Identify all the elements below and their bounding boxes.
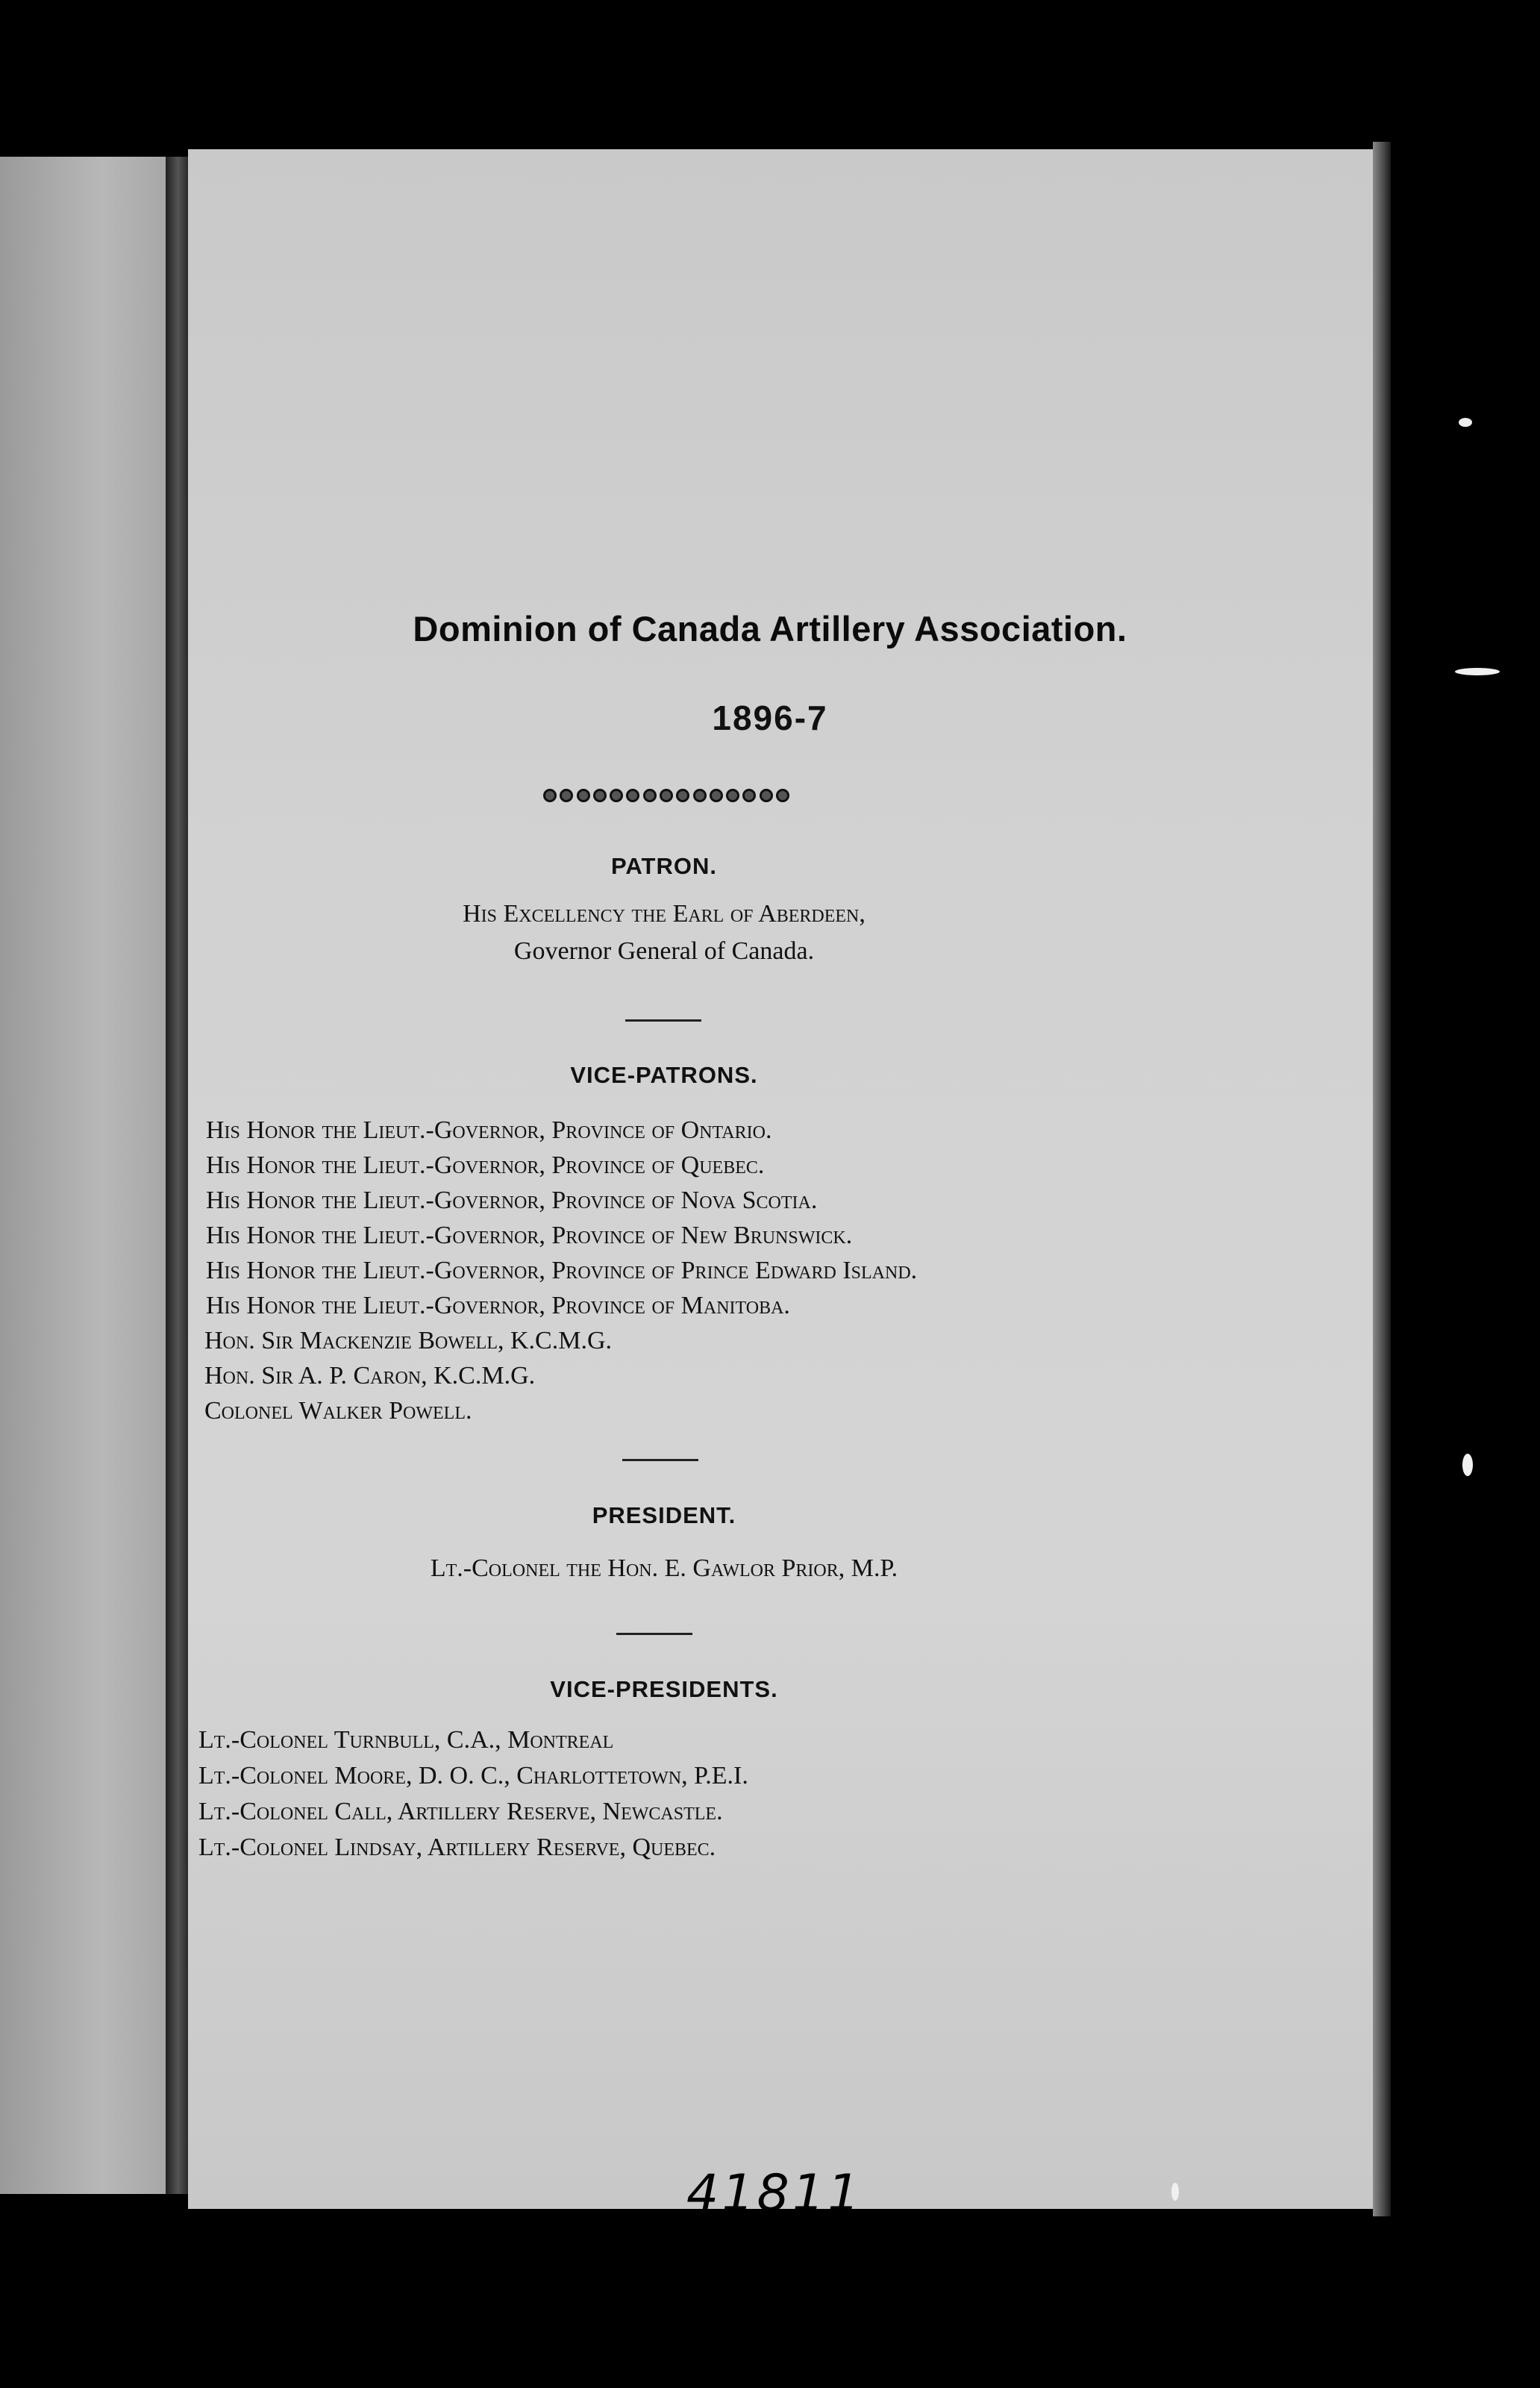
president-heading: PRESIDENT. [592,1502,736,1528]
vice-patron-item: His Honor the Lieut.-Governor, Province of Prince Edward Island. [206,1257,918,1284]
ornament-dot [660,789,673,802]
ornament-dot [643,789,657,802]
vice-patron-item: Hon. Sir A. P. Caron, K.C.M.G. [204,1362,536,1390]
ornament-dot [726,789,739,802]
section-rule [622,1459,698,1461]
document-title: Dominion of Canada Artillery Association. [413,609,1127,648]
president-name: Lt.-Colonel the Hon. E. Gawlor Prior, M.P. [430,1554,898,1582]
vice-president-item: Lt.-Colonel Call, Artillery Reserve, Newcastle. [198,1798,723,1825]
vice-patron-item: His Honor the Lieut.-Governor, Province of Manitoba. [206,1292,790,1319]
scan-speck [1459,418,1472,427]
ornament-dot [693,789,707,802]
handwritten-accession-number: 41811 [686,2164,863,2223]
ornament-dot [593,789,607,802]
vice-president-item: Lt.-Colonel Moore, D. O. C., Charlottetown, P.E.I. [198,1762,748,1790]
vice-presidents-heading: VICE-PRESIDENTS. [550,1676,778,1702]
scan-speck [1462,1454,1473,1476]
ornament-dot [742,789,756,802]
vice-patron-item: His Honor the Lieut.-Governor, Province of New Brunswick. [206,1222,853,1249]
ornament-divider [543,786,789,805]
vice-patron-item: His Honor the Lieut.-Governor, Province of Nova Scotia. [206,1187,818,1214]
ornament-dot [710,789,723,802]
patron-heading: PATRON. [611,853,717,879]
vice-patron-item: His Honor the Lieut.-Governor, Province of Quebec. [206,1151,765,1179]
vice-patron-item: Hon. Sir Mackenzie Bowell, K.C.M.G. [204,1327,612,1354]
vice-patron-item: His Honor the Lieut.-Governor, Province of Ontario. [206,1116,772,1144]
scan-speck [1171,2183,1179,2201]
page-edge-shadow [1373,142,1391,2216]
ornament-dot [577,789,590,802]
section-rule [616,1633,692,1635]
section-rule [625,1019,701,1022]
ornament-dot [760,789,773,802]
ornament-dot [543,789,557,802]
ornament-dot [676,789,689,802]
ornament-dot [610,789,623,802]
ornament-dot [560,789,573,802]
vice-president-item: Lt.-Colonel Turnbull, C.A., Montreal [198,1726,614,1754]
scan-speck [1455,668,1500,675]
facing-page-edge [0,157,170,2194]
vice-president-item: Lt.-Colonel Lindsay, Artillery Reserve, Quebec. [198,1834,716,1861]
ornament-dot [626,789,639,802]
document-year: 1896-7 [712,698,828,737]
patron-title: Governor General of Canada. [513,937,815,965]
vice-patrons-heading: VICE-PATRONS. [570,1062,758,1088]
vice-patron-item: Colonel Walker Powell. [204,1397,472,1425]
ornament-dot [776,789,789,802]
patron-name: His Excellency the Earl of Aberdeen, [463,900,866,928]
book-spine [166,157,188,2194]
